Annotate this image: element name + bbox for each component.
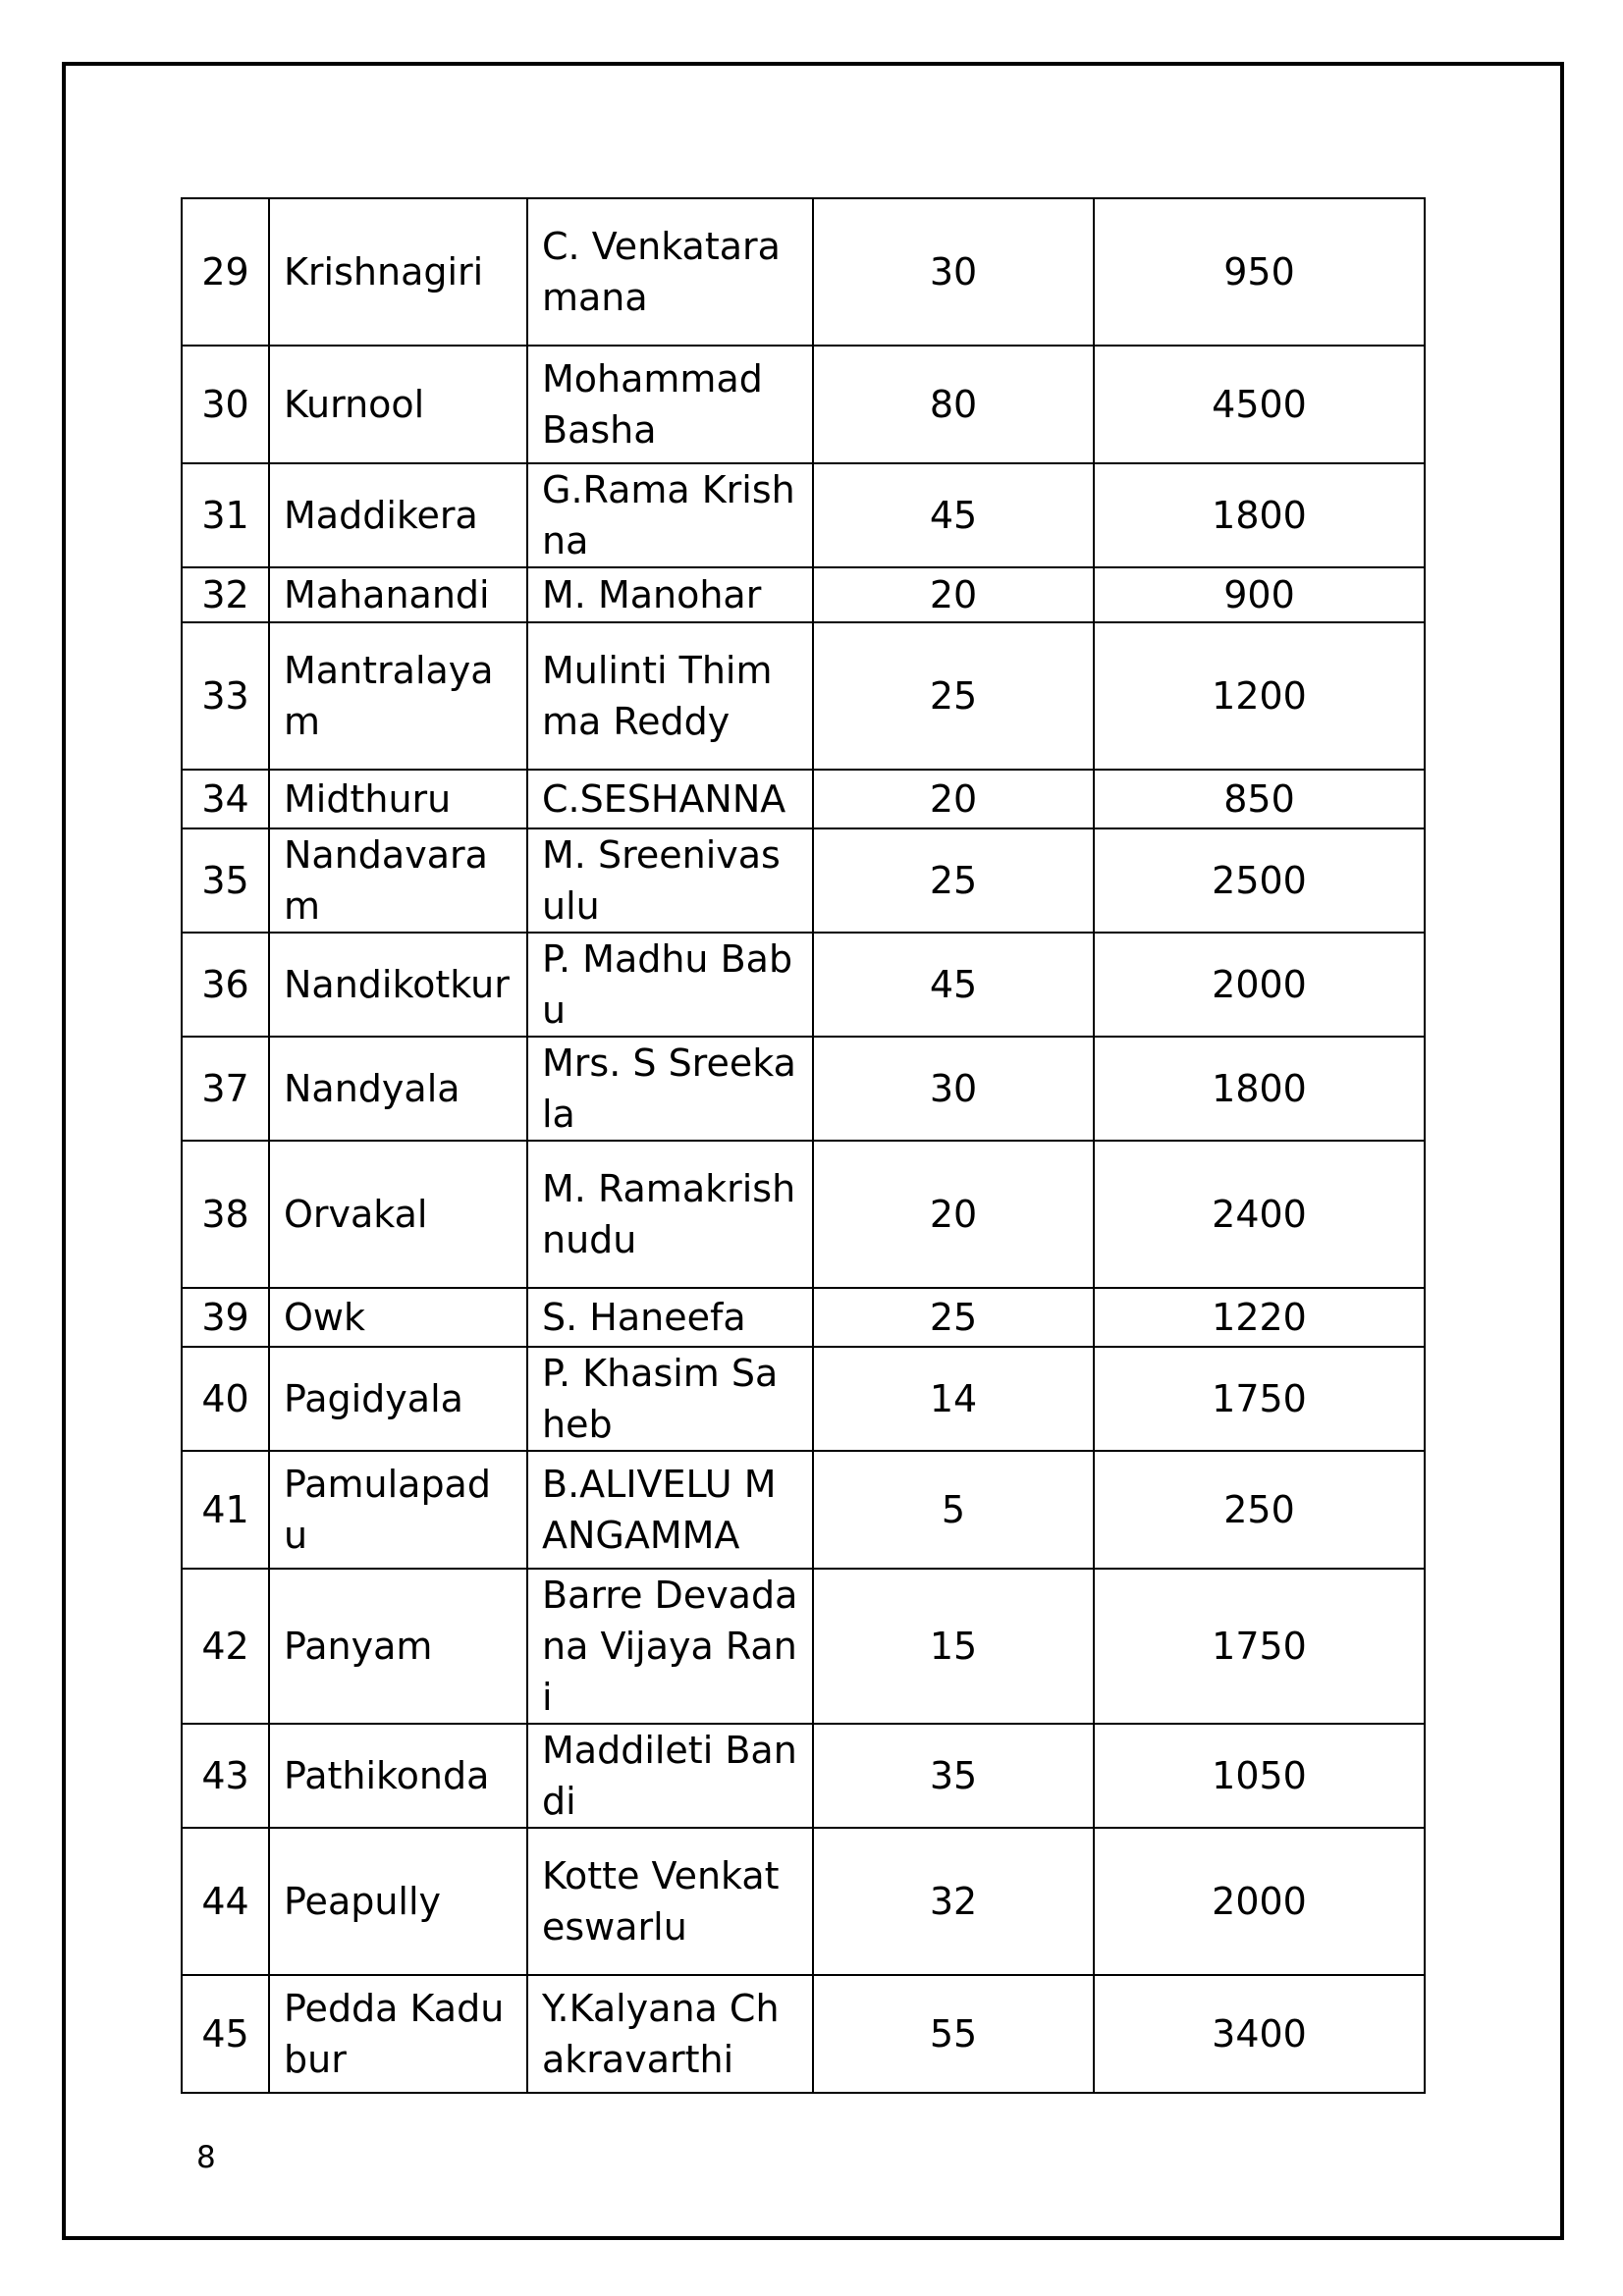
place-cell: Nandavaram	[269, 828, 527, 933]
table-row	[182, 1828, 1425, 1975]
count-cell: 20	[813, 567, 1094, 622]
person-name-cell: M. Manohar	[527, 567, 813, 622]
count-cell: 25	[813, 622, 1094, 770]
place-cell: Owk	[269, 1288, 527, 1347]
person-name-cell: Mulinti Thimma Reddy	[527, 622, 813, 770]
person-name-cell: M. Ramakrishnudu	[527, 1141, 813, 1288]
serial-number-cell: 38	[182, 1141, 269, 1288]
person-name-cell: Mohammad Basha	[527, 346, 813, 463]
serial-number-cell: 45	[182, 1975, 269, 2093]
serial-number-cell: 34	[182, 770, 269, 828]
amount-cell: 1800	[1094, 1037, 1425, 1141]
count-cell: 35	[813, 1724, 1094, 1828]
table-row	[182, 198, 1425, 346]
serial-number-cell: 35	[182, 828, 269, 933]
person-name-cell: C. Venkataramana	[527, 198, 813, 346]
count-cell: 25	[813, 1288, 1094, 1347]
count-cell: 45	[813, 933, 1094, 1037]
amount-cell: 2000	[1094, 1828, 1425, 1975]
person-name-cell: G.Rama Krishna	[527, 463, 813, 567]
table-row	[182, 1724, 1425, 1828]
amount-cell: 1200	[1094, 622, 1425, 770]
table-row	[182, 622, 1425, 770]
serial-number-cell: 36	[182, 933, 269, 1037]
serial-number-cell: 43	[182, 1724, 269, 1828]
count-cell: 80	[813, 346, 1094, 463]
serial-number-cell: 44	[182, 1828, 269, 1975]
serial-number-cell: 33	[182, 622, 269, 770]
table-body	[182, 198, 1425, 2093]
person-name-cell: Kotte Venkateswarlu	[527, 1828, 813, 1975]
serial-number-cell: 37	[182, 1037, 269, 1141]
count-cell: 20	[813, 770, 1094, 828]
data-table	[181, 197, 1426, 2094]
place-cell: Midthuru	[269, 770, 527, 828]
amount-cell: 2500	[1094, 828, 1425, 933]
amount-cell: 1220	[1094, 1288, 1425, 1347]
place-cell: Mahanandi	[269, 567, 527, 622]
place-cell: Pamulapadu	[269, 1451, 527, 1569]
person-name-cell: P. Madhu Babu	[527, 933, 813, 1037]
amount-cell: 900	[1094, 567, 1425, 622]
amount-cell: 3400	[1094, 1975, 1425, 2093]
count-cell: 45	[813, 463, 1094, 567]
serial-number-cell: 32	[182, 567, 269, 622]
count-cell: 55	[813, 1975, 1094, 2093]
serial-number-cell: 31	[182, 463, 269, 567]
amount-cell: 950	[1094, 198, 1425, 346]
person-name-cell: P. Khasim Saheb	[527, 1347, 813, 1451]
count-cell: 14	[813, 1347, 1094, 1451]
place-cell: Nandikotkur	[269, 933, 527, 1037]
serial-number-cell: 40	[182, 1347, 269, 1451]
amount-cell: 1750	[1094, 1347, 1425, 1451]
amount-cell: 850	[1094, 770, 1425, 828]
amount-cell: 1050	[1094, 1724, 1425, 1828]
count-cell: 30	[813, 1037, 1094, 1141]
serial-number-cell: 29	[182, 198, 269, 346]
table-row	[182, 346, 1425, 463]
amount-cell: 2000	[1094, 933, 1425, 1037]
count-cell: 20	[813, 1141, 1094, 1288]
place-cell: Panyam	[269, 1569, 527, 1724]
table-row	[182, 828, 1425, 933]
place-cell: Orvakal	[269, 1141, 527, 1288]
table-row	[182, 463, 1425, 567]
count-cell: 25	[813, 828, 1094, 933]
amount-cell: 2400	[1094, 1141, 1425, 1288]
page-number: 8	[196, 2140, 216, 2175]
table-row	[182, 1347, 1425, 1451]
place-cell: Pathikonda	[269, 1724, 527, 1828]
count-cell: 15	[813, 1569, 1094, 1724]
person-name-cell: S. Haneefa	[527, 1288, 813, 1347]
person-name-cell: C.SESHANNA	[527, 770, 813, 828]
count-cell: 32	[813, 1828, 1094, 1975]
amount-cell: 1750	[1094, 1569, 1425, 1724]
place-cell: Kurnool	[269, 346, 527, 463]
amount-cell: 1800	[1094, 463, 1425, 567]
place-cell: Mantralayam	[269, 622, 527, 770]
count-cell: 30	[813, 198, 1094, 346]
place-cell: Pagidyala	[269, 1347, 527, 1451]
table-row	[182, 933, 1425, 1037]
person-name-cell: Mrs. S Sreekala	[527, 1037, 813, 1141]
person-name-cell: Barre Devadana Vijaya Rani	[527, 1569, 813, 1724]
place-cell: Krishnagiri	[269, 198, 527, 346]
serial-number-cell: 42	[182, 1569, 269, 1724]
amount-cell: 4500	[1094, 346, 1425, 463]
serial-number-cell: 39	[182, 1288, 269, 1347]
place-cell: Nandyala	[269, 1037, 527, 1141]
table-row	[182, 567, 1425, 622]
person-name-cell: Y.Kalyana Chakravarthi	[527, 1975, 813, 2093]
serial-number-cell: 30	[182, 346, 269, 463]
table-row	[182, 1975, 1425, 2093]
person-name-cell: Maddileti Bandi	[527, 1724, 813, 1828]
count-cell: 5	[813, 1451, 1094, 1569]
table-row	[182, 1141, 1425, 1288]
table-row	[182, 1288, 1425, 1347]
table-row	[182, 1451, 1425, 1569]
amount-cell: 250	[1094, 1451, 1425, 1569]
table-row	[182, 1569, 1425, 1724]
person-name-cell: B.ALIVELU MANGAMMA	[527, 1451, 813, 1569]
place-cell: Pedda Kadubur	[269, 1975, 527, 2093]
place-cell: Peapully	[269, 1828, 527, 1975]
place-cell: Maddikera	[269, 463, 527, 567]
table-row	[182, 770, 1425, 828]
table-row	[182, 1037, 1425, 1141]
serial-number-cell: 41	[182, 1451, 269, 1569]
person-name-cell: M. Sreenivasulu	[527, 828, 813, 933]
